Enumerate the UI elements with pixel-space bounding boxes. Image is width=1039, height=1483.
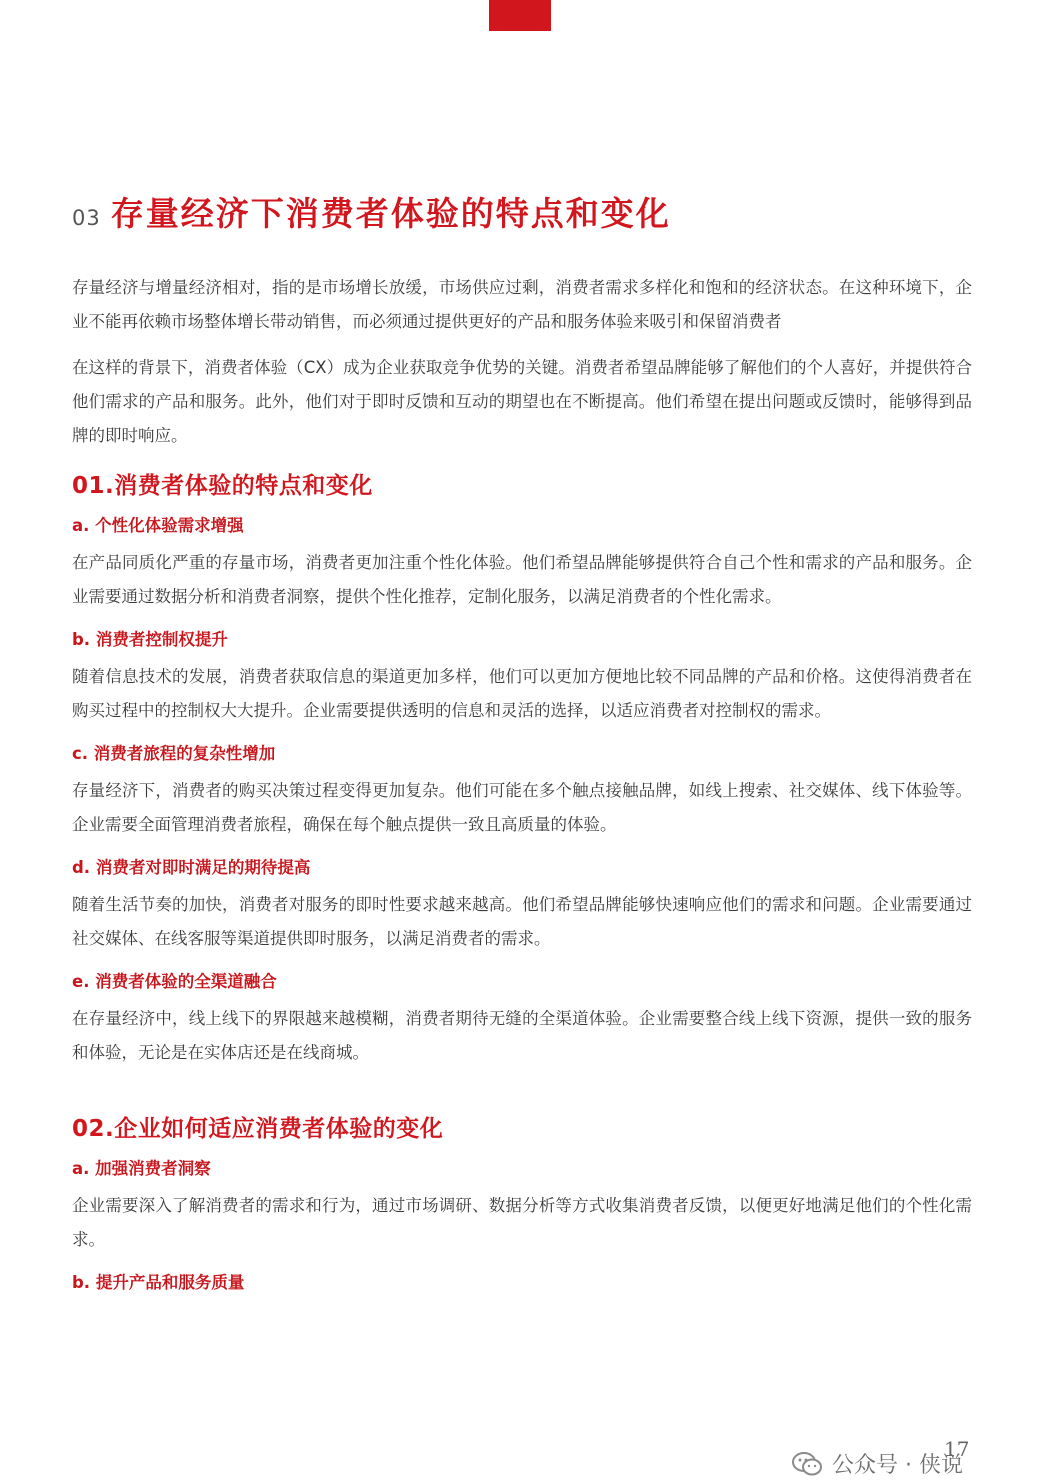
section-1-item-d-text: 随着生活节奏的加快，消费者对服务的即时性要求越来越高。他们希望品牌能够快速响应他们的需求和问题。企业需要通过社交媒体、在线客服等渠道提供即时服务，以满足消费者的需求。: [72, 895, 972, 948]
section-2-item-a-heading: a. 加强消费者洞察: [72, 1159, 211, 1178]
wechat-icon: [792, 1451, 822, 1477]
page-content: [72, 188, 972, 1303]
section-1-item-c-heading: c. 消费者旅程的复杂性增加: [72, 744, 276, 763]
section-1-item-a-heading: a. 个性化体验需求增强: [72, 516, 244, 535]
chapter-heading: 存量经济下消费者体验的特点和变化: [110, 194, 671, 233]
section-1-item-b-text: 随着信息技术的发展，消费者获取信息的渠道更加多样，他们可以更加方便地比较不同品牌的产品和价格。这使得消费者在购买过程中的控制权大大提升。企业需要提供透明的信息和灵活的选择，以适应消费者对控制权的需求。: [72, 667, 972, 720]
top-red-tab: [489, 0, 551, 31]
intro-paragraph-1: 存量经济与增量经济相对，指的是市场增长放缓，市场供应过剩，消费者需求多样化和饱和的经济状态。在这种环境下，企业不能再依赖市场整体增长带动销售，而必须通过提供更好的产品和服务体验来吸引和保留消费者: [72, 278, 972, 331]
section-2-item-b-heading: b. 提升产品和服务质量: [72, 1273, 245, 1292]
wechat-watermark: [792, 1448, 963, 1479]
intro-paragraph-2: 在这样的背景下，消费者体验（CX）成为企业获取竞争优势的关键。消费者希望品牌能够了解他们的个人喜好，并提供符合他们需求的产品和服务。此外，他们对于即时反馈和互动的期望也在不断提高。他们希望在提出问题或反馈时，能够得到品牌的即时响应。: [72, 358, 972, 445]
chapter-number: 03: [72, 206, 101, 230]
section-2-title: 02.企业如何适应消费者体验的变化: [72, 1116, 444, 1142]
watermark-text: 公众号 · 侠说: [832, 1453, 963, 1478]
section-1-item-e-heading: e. 消费者体验的全渠道融合: [72, 972, 277, 991]
section-1-title: 01.消费者体验的特点和变化: [72, 473, 373, 499]
section-1-item-c-text: 存量经济下，消费者的购买决策过程变得更加复杂。他们可能在多个触点接触品牌，如线上搜索、社交媒体、线下体验等。企业需要全面管理消费者旅程，确保在每个触点提供一致且高质量的体验。: [72, 781, 972, 834]
section-1-item-b-heading: b. 消费者控制权提升: [72, 630, 228, 649]
section-1-item-e-text: 在存量经济中，线上线下的界限越来越模糊，消费者期待无缝的全渠道体验。企业需要整合线上线下资源，提供一致的服务和体验，无论是在实体店还是在线商城。: [72, 1009, 972, 1062]
chapter-title: [72, 188, 972, 235]
section-1-item-a-text: 在产品同质化严重的存量市场，消费者更加注重个性化体验。他们希望品牌能够提供符合自己个性和需求的产品和服务。企业需要通过数据分析和消费者洞察，提供个性化推荐，定制化服务，以满足消费者的个性化需求。: [72, 553, 972, 606]
section-2-item-a-text: 企业需要深入了解消费者的需求和行为，通过市场调研、数据分析等方式收集消费者反馈，以便更好地满足他们的个性化需求。: [72, 1196, 972, 1249]
page-number: 17: [944, 1437, 970, 1461]
section-1-item-d-heading: d. 消费者对即时满足的期待提高: [72, 858, 311, 877]
